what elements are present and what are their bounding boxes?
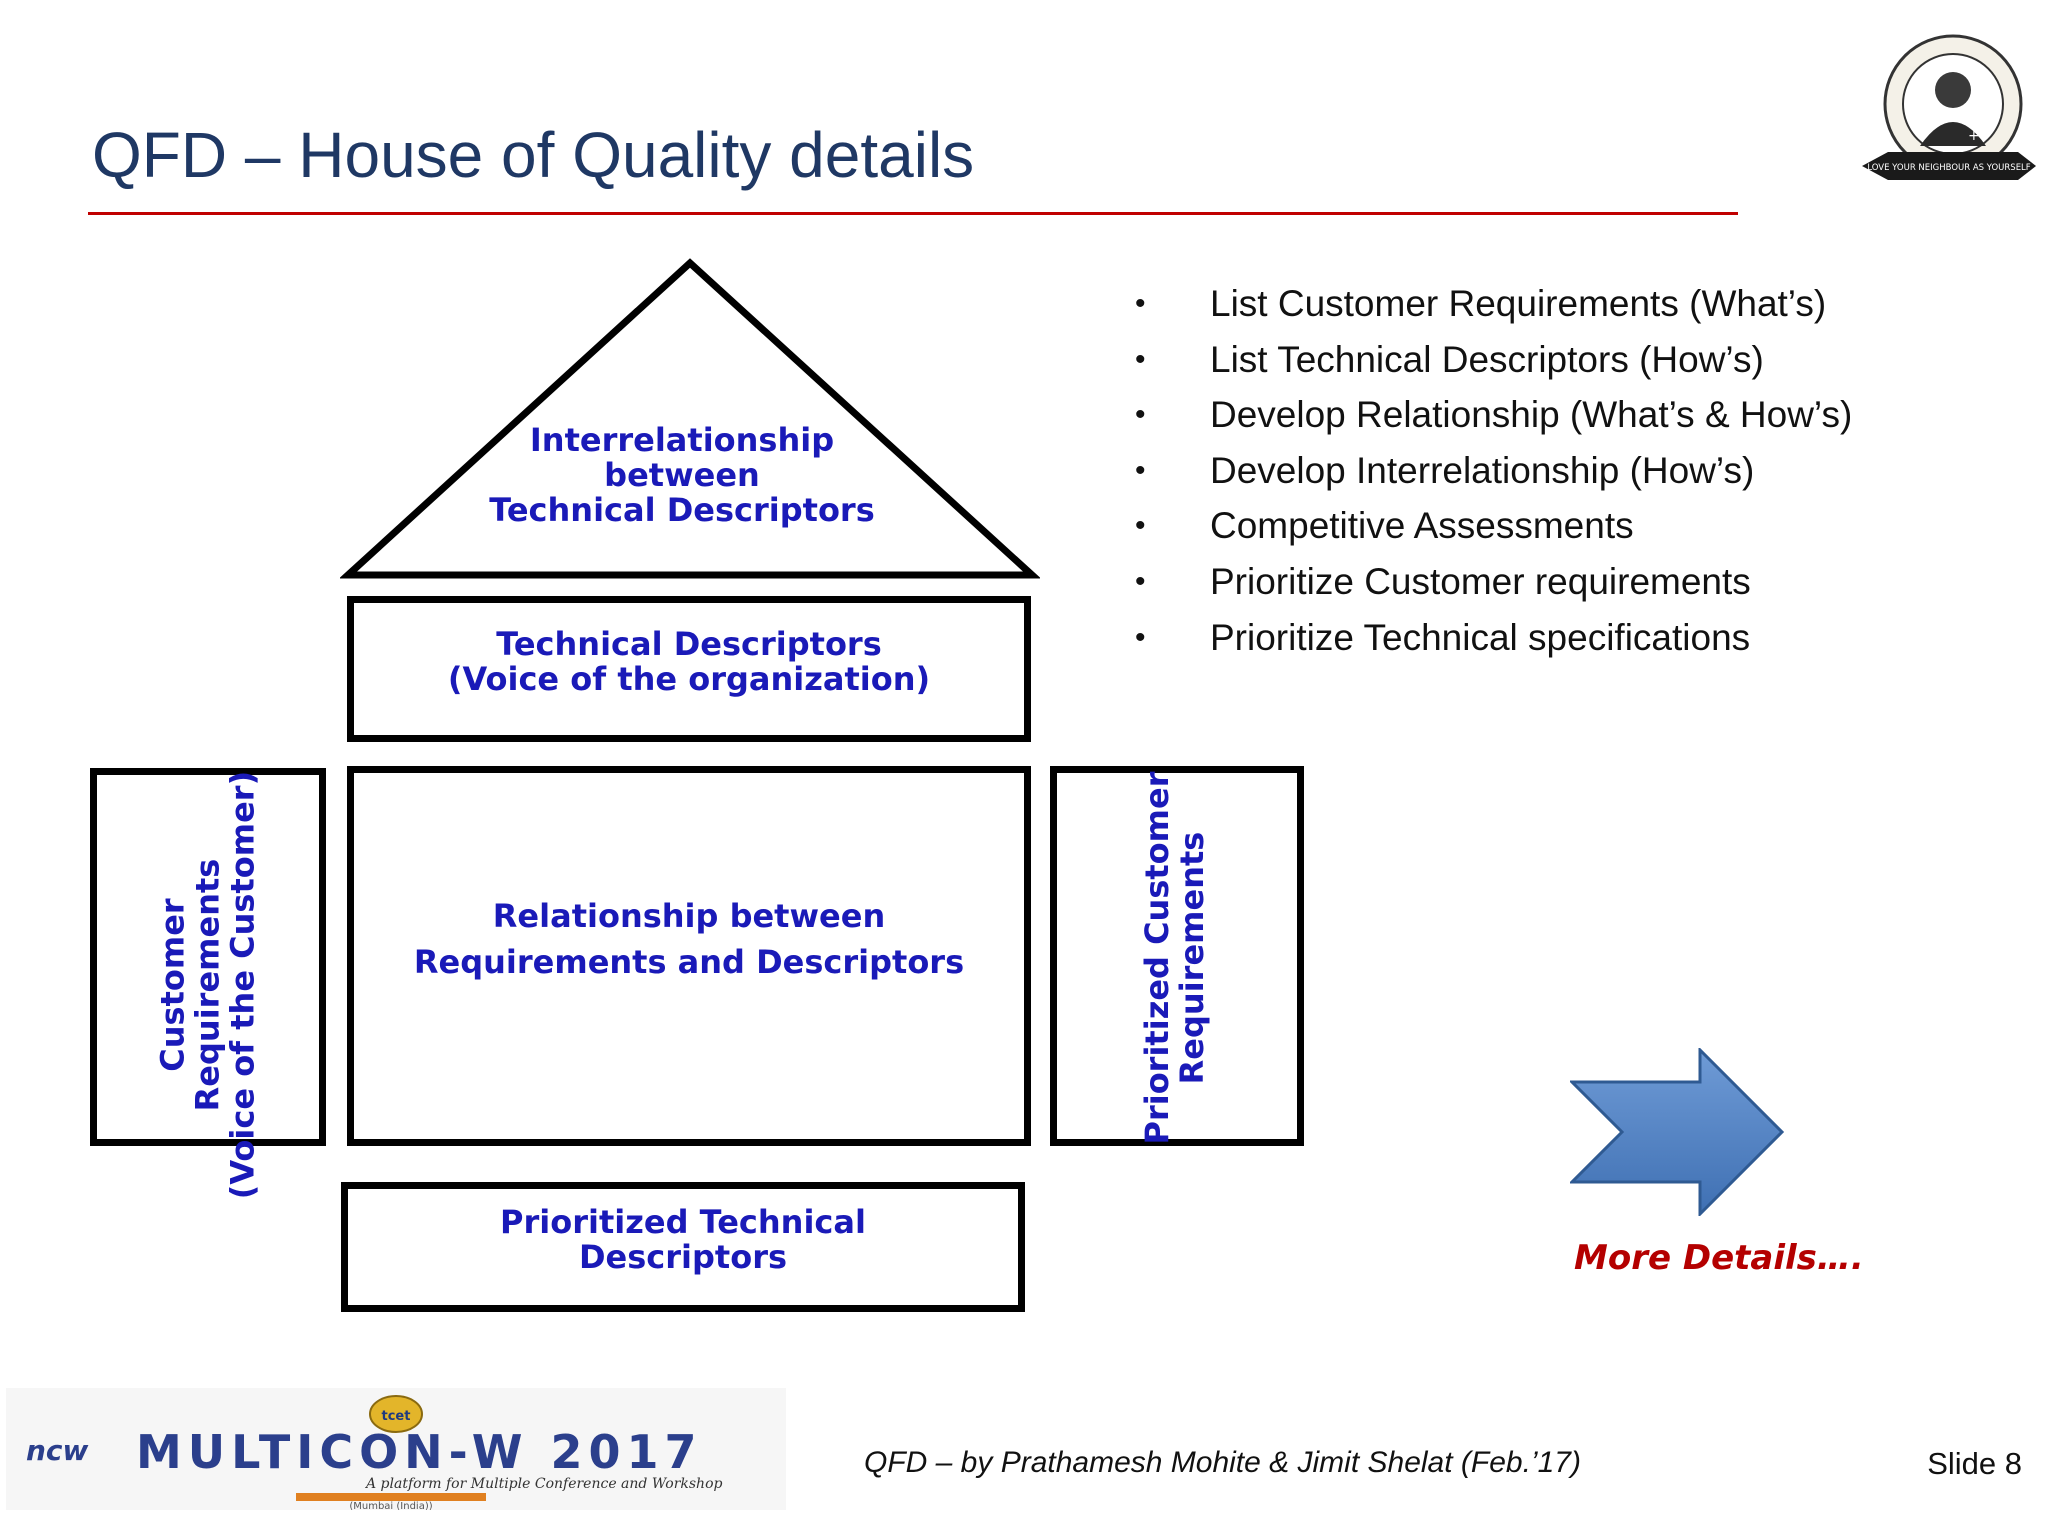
steps-list bbox=[1135, 282, 1852, 671]
list-item: • Develop Interrelationship (How’s) bbox=[1135, 449, 1852, 505]
technical-descriptors-label: Technical Descriptors (Voice of the organization) bbox=[447, 625, 931, 698]
institution-seal-logo bbox=[1858, 28, 2038, 190]
list-item: • List Technical Descriptors (How’s) bbox=[1135, 338, 1852, 394]
prioritized-technical-descriptors-label: Prioritized Technical Descriptors bbox=[500, 1203, 866, 1276]
multicon-footer-logo bbox=[6, 1388, 786, 1510]
page-title: QFD – House of Quality details bbox=[92, 119, 975, 191]
relationship-matrix-box bbox=[347, 766, 1031, 1146]
customer-requirements-label: Customer Requirements (Voice of the Customer) bbox=[153, 770, 262, 1200]
list-item: • List Customer Requirements (What’s) bbox=[1135, 282, 1852, 338]
slide-number: Slide 8 bbox=[1927, 1446, 2022, 1481]
roof-label: Interrelationship between Technical Descriptors bbox=[489, 421, 875, 529]
footer-credit: QFD – by Prathamesh Mohite & Jimit Shelat (Feb.’17) bbox=[864, 1446, 1581, 1479]
seal-motto: LOVE YOUR NEIGHBOUR AS YOURSELF bbox=[1867, 163, 2031, 173]
prioritized-customer-requirements-label: Prioritized Customer Requirements bbox=[1138, 771, 1211, 1145]
list-item: • Prioritize Technical specifications bbox=[1135, 616, 1852, 672]
more-details-link[interactable]: More Details…. bbox=[1574, 1238, 1864, 1278]
technical-descriptors-box bbox=[347, 596, 1031, 742]
logo-sub: (Mumbai (India)) bbox=[349, 1501, 433, 1510]
svg-text:+: + bbox=[1968, 128, 1980, 144]
svg-text:ncw: ncw bbox=[26, 1434, 89, 1467]
right-arrow-icon[interactable] bbox=[1570, 1048, 1785, 1216]
list-item: • Prioritize Customer requirements bbox=[1135, 560, 1852, 616]
list-item: • Competitive Assessments bbox=[1135, 504, 1852, 560]
relationship-label: Relationship between Requirements and Descriptors bbox=[413, 897, 965, 981]
logo-tagline: A platform for Multiple Conference and Workshop bbox=[366, 1476, 723, 1492]
list-item: • Develop Relationship (What’s & How’s) bbox=[1135, 393, 1852, 449]
logo-text: MULTICON-W 2017 bbox=[136, 1425, 703, 1479]
title-underline bbox=[88, 212, 1738, 215]
svg-text:tcet: tcet bbox=[381, 1409, 411, 1424]
prioritized-technical-descriptors-box bbox=[341, 1182, 1025, 1312]
